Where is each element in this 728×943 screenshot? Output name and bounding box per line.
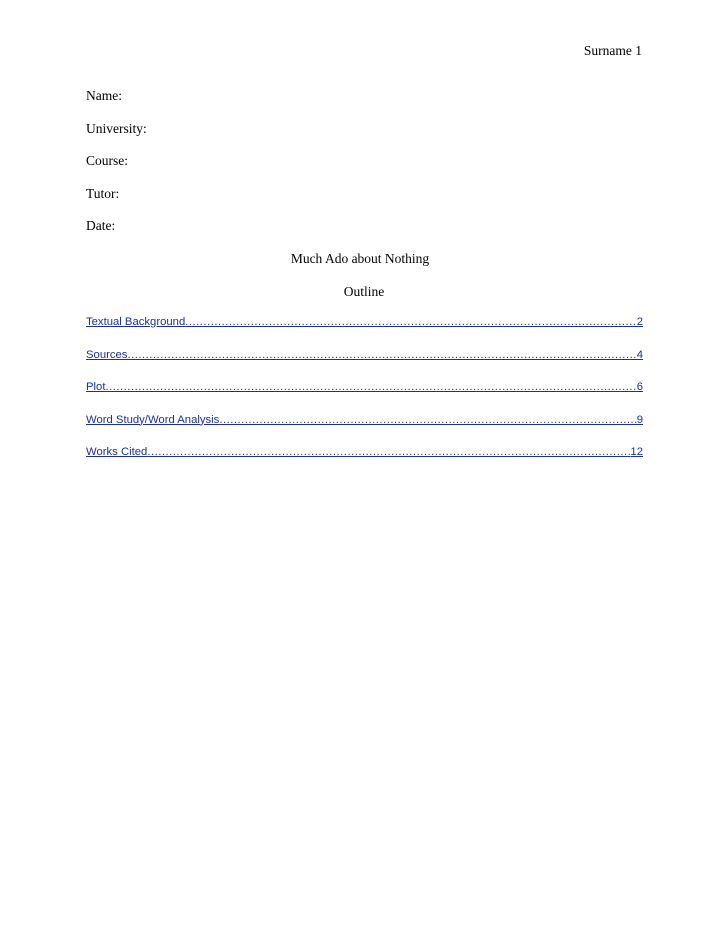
running-header: Surname 1 (583, 43, 642, 58)
toc-dot-leader (185, 316, 636, 328)
table-of-contents (86, 316, 643, 479)
outline-heading: Outline (343, 284, 385, 299)
toc-entry-title: Sources (86, 348, 128, 361)
toc-entry-title: Textual Background (86, 316, 186, 328)
date-label: Date: (86, 218, 116, 233)
toc-dot-leader (127, 349, 636, 361)
toc-link-textual-background[interactable] (86, 316, 643, 332)
toc-link-plot[interactable] (86, 381, 643, 397)
toc-dot-leader (105, 381, 636, 393)
tutor-label: Tutor: (86, 186, 120, 201)
toc-entry-page: 9 (636, 413, 643, 426)
toc-entry-page: 2 (636, 316, 643, 328)
toc-entry-page: 4 (636, 348, 643, 361)
document-title: Much Ado about Nothing (290, 251, 430, 266)
course-label: Course: (86, 153, 128, 168)
toc-entry-title: Word Study/Word Analysis (86, 413, 220, 426)
toc-dot-leader (219, 414, 636, 426)
toc-link-sources[interactable] (86, 349, 643, 365)
toc-entry-title: Works Cited (86, 446, 148, 458)
name-label: Name: (86, 88, 122, 103)
toc-entry-page: 6 (636, 381, 643, 393)
toc-entry-title: Plot (86, 381, 106, 393)
toc-dot-leader (147, 446, 630, 458)
toc-link-works-cited[interactable] (86, 446, 643, 462)
toc-entry-page: 12 (630, 446, 643, 458)
university-label: University: (86, 121, 147, 136)
toc-link-word-study[interactable] (86, 414, 643, 430)
